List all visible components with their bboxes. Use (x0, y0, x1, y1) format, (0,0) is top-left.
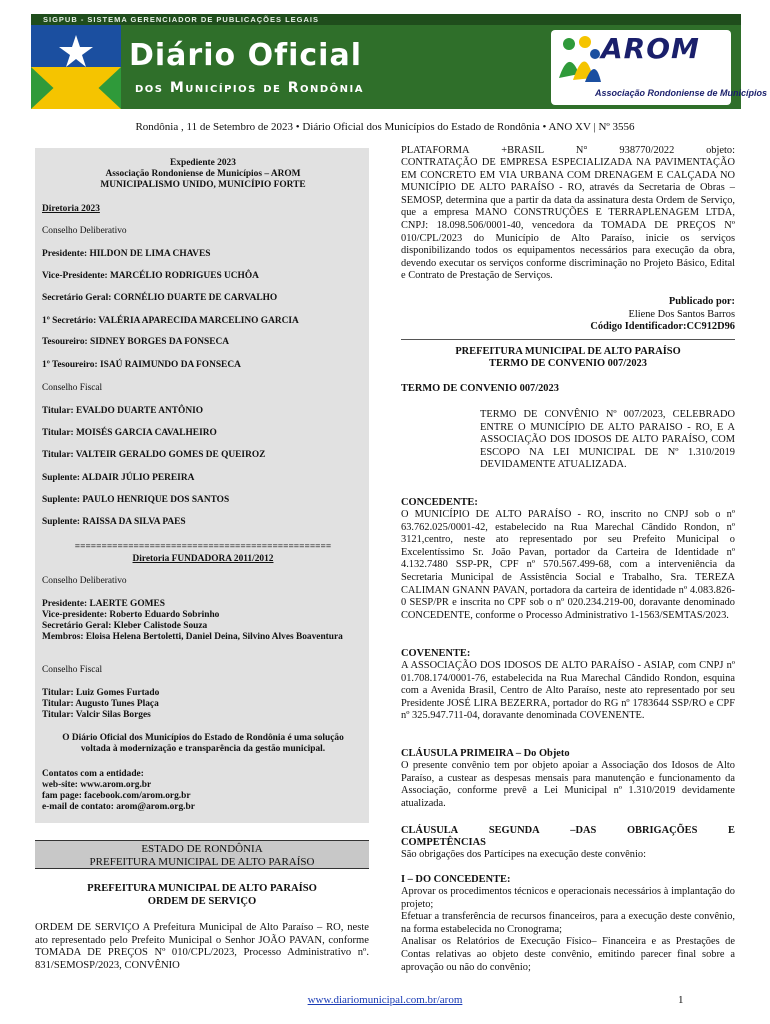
primeiro-secretario: 1º Secretário: VALÉRIA APARECIDA MARCELINO GARCIA (42, 316, 299, 326)
ordem-heading-2: ORDEM DE SERVIÇO (147, 896, 257, 907)
ordem-heading-1: PREFEITURA MUNICIPAL DE ALTO PARAÍSO (87, 883, 317, 894)
contatos-heading: Contatos com a entidade: (42, 769, 144, 779)
arom-people-logo-icon (555, 34, 603, 86)
plataforma-word: 938770/2022 (619, 145, 675, 156)
publicado-nome: Eliene Dos Santos Barros (628, 309, 735, 320)
fundadora-vice: Vice-presidente: Roberto Eduardo Sobrinho (42, 610, 220, 620)
pref-heading-1: PREFEITURA MUNICIPAL DE ALTO PARAÍSO (455, 346, 681, 357)
contato-email[interactable]: e-mail de contato: arom@arom.org.br (42, 802, 195, 812)
expediente-assoc: Associação Rondoniense de Municípios – AROM (105, 169, 301, 179)
solucao-text: O Diário Oficial dos Municípios do Estado de Rondônia é uma solução voltada à modernização e transparência da gestão municipal. (62, 733, 344, 755)
termo-title: TERMO DE CONVENIO 007/2023 (401, 383, 559, 394)
ordem-body: ORDEM DE SERVIÇO A Prefeitura Municipal de Alto Paraíso – RO, neste ato representado pelo Prefeito Municipal o Senhor JOÃO PAVAN, conforme TOMADA DE PREÇOS Nº 010/CPL/2023, Processo Administrativo nº. 831/SEMOSP/2023, CONVÊNIO (35, 922, 369, 971)
plataforma-word: PLATAFORMA (401, 145, 470, 156)
issue-line: Rondônia , 11 de Setembro de 2023 • Diário Oficial dos Municípios do Estado de Rondônia • ANO XV | Nº 3556 (135, 121, 635, 133)
concedente-label: CONCEDENTE: (401, 497, 478, 508)
diretoria-heading: Diretoria 2023 (42, 204, 100, 214)
contato-website[interactable]: web-site: www.arom.org.br (42, 780, 152, 790)
list-item: Efetuar a transferência de recursos financeiros, para a execução deste convênio, na forma estabelecida no Cronograma; (401, 911, 735, 935)
fundadora-membros: Membros: Eloisa Helena Bertoletti, Daniel Deina, Silvino Alves Boaventura (42, 632, 343, 642)
secretario-geral: Secretário Geral: CORNÉLIO DUARTE DE CARVALHO (42, 293, 278, 303)
conselho-fiscal-2-label: Conselho Fiscal (42, 665, 103, 675)
covenente-label: COVENENTE: (401, 648, 471, 659)
clausula-2-title-line2: COMPETÊNCIAS (401, 837, 486, 848)
clausula-2-title (401, 825, 735, 838)
expediente-motto: MUNICIPALISMO UNIDO, MUNICÍPIO FORTE (100, 180, 306, 190)
estado-line-1: ESTADO DE RONDÔNIA (141, 843, 263, 855)
clausula-1-title: CLÁUSULA PRIMEIRA – Do Objeto (401, 748, 570, 759)
concedente-text: O MUNICÍPIO DE ALTO PARAÍSO - RO, inscrito no CNPJ sob o nº 63.762.025/0001-42, estabelecido na Rua Marechal Cândido Rondon, nº 3121,centro, neste ato representado por seu Prefeito Municipal o Excelentíssimo Sr. João Pavan, portador da Carteira de Identidade nº 4.132.7480 SSP-PR, CPF nº 570.567.499-68, com a interveniência da Secretaria Municipal de Assistência Social e Trabalho, Sra. TEREZA CALIMAN GNANN PAVAN, portadora da carteira de identidade nº 4.083.826-0 SESP/PR e inscrita no CPF sob o nº 020.234.219-00, doravante denominado CONCEDENTE, conforme o Processo Administrativo 1-1563/SEMTAS/2023. (401, 509, 735, 621)
suplente-1: Suplente: ALDAIR JÚLIO PEREIRA (42, 473, 195, 483)
list-item: Analisar os Relatórios de Execução Físico– Financeira e as Prestações de Contas relativas ao objeto deste convênio, emitindo parecer final sobre a aprovação ou não do convênio; (401, 936, 735, 973)
plataforma-word: N° (575, 145, 588, 156)
vice-presidente: Vice-Presidente: MARCÉLIO RODRIGUES UCHÔA (42, 271, 259, 281)
fundadora-titular-3: Titular: Valcir Silas Borges (42, 710, 151, 720)
expediente-title: Expediente 2023 (170, 158, 236, 168)
suplente-2: Suplente: PAULO HENRIQUE DOS SANTOS (42, 495, 230, 505)
pref-heading-2: TERMO DE CONVENIO 007/2023 (489, 358, 647, 369)
titular-3: Titular: VALTEIR GERALDO GOMES DE QUEIROZ (42, 450, 266, 460)
suplente-3: Suplente: RAISSA DA SILVA PAES (42, 517, 186, 527)
fundadora-heading: Diretoria FUNDADORA 2011/2012 (132, 554, 274, 564)
contratacao-text: CONTRATAÇÃO DE EMPRESA ESPECIALIZADA NA PAVIMENTAÇÃO EM CONCRETO EM VIA URBANA COM DRENAGEM E CALÇADA NO MUNICÍPIO DE ALTO PARAÍSO (401, 157, 735, 194)
arom-subtitle: Associação Rondoniense de Municípios (595, 88, 768, 98)
publicado-por-label: Publicado por: (668, 296, 735, 307)
conselho-deliberativo-label: Conselho Deliberativo (42, 226, 127, 236)
plataforma-word: +BRASIL (501, 145, 545, 156)
ordem-continuation (401, 157, 735, 283)
primeiro-tesoureiro: 1º Tesoureiro: ISAÚ RAIMUNDO DA FONSECA (42, 360, 241, 370)
covenente-text: A ASSOCIAÇÃO DOS IDOSOS DE ALTO PARAÍSO - ASIAP, com CNPJ nº 01.708.174/0001-76, estabelecida na Rua Marechal Cândido Rondon, esquina com a Avenida Brasil, Centro de Alto Paraíso, neste ato representado por seu Presidente JOSÉ LIRA BEZERRA, portador do RG nº 1783644 SSP/RO e CPF nº 325.947.711-04, doravante denominada COVENENTE. (401, 660, 735, 722)
arom-logo-box (551, 30, 768, 105)
contratacao-rest: - RO, através da Secretaria de Obras – SEMOSP, determina que a partir da data da assinatura desta Ordem de Serviço, que a empresa MANO CONSTRUÇÕES E TERRAPLENAGEM LTDA, CNPJ: 18.098.506/0001-40, vencedora da TOMADA DE PREÇOS Nº 010/CPL/2023 do Município de Alto Paraíso, inicie os serviços disponibilizando todos os equipamentos necessários para execução da obra, devendo executar os serviços conforme discriminação no Projeto Básico, Edital e Contrato de Prestação de Serviços. (401, 182, 735, 282)
masthead-banner (31, 14, 768, 109)
page-number: 1 (678, 994, 684, 1006)
clausula-2-word: OBRIGAÇÕES (626, 825, 698, 836)
plataforma-word: objeto: (706, 145, 735, 156)
concedente-obrigacoes-title: I – DO CONCEDENTE: (401, 874, 511, 885)
termo-intro: TERMO DE CONVÊNIO Nº 007/2023, CELEBRADO ENTRE O MUNICÍPIO DE ALTO PARAISO - RO, E A ASSOCIAÇÃO DOS IDOSOS DE ALTO PARAÍSO, COM ESCOPO NA LEI MUNICIPAL DE Nº 1.310/2019 DEVIDAMENTE ATUALIZADA. (480, 409, 735, 471)
clausula-2-word: –DAS (570, 825, 597, 836)
tesoureiro: Tesoureiro: SIDNEY BORGES DA FONSECA (42, 337, 230, 347)
titular-2: Titular: MOISÉS GARCIA CAVALHEIRO (42, 428, 217, 438)
clausula-2-text: São obrigações dos Partícipes na execução deste convênio: (401, 849, 646, 860)
plataforma-line (401, 145, 735, 158)
footer-link[interactable]: www.diariomunicipal.com.br/arom (307, 994, 463, 1006)
clausula-2-word: SEGUNDA (488, 825, 540, 836)
fundadora-titular-1: Titular: Luiz Gomes Furtado (42, 688, 160, 698)
contato-fanpage[interactable]: fam page: facebook.com/arom.org.br (42, 791, 191, 801)
fundadora-titular-2: Titular: Augusto Tunes Plaça (42, 699, 159, 709)
newspaper-title: Diário Oficial (129, 38, 362, 73)
system-name: SIGPUB - SISTEMA GERENCIADOR DE PUBLICAÇÕES LEGAIS (31, 14, 741, 25)
fundadora-presidente: Presidente: LAERTE GOMES (42, 599, 165, 609)
separator: ================================================ (74, 542, 332, 552)
arom-wordmark: AROM (601, 32, 700, 65)
clausula-1-text: O presente convênio tem por objeto apoiar a Associação dos Idosos de Alto Paraíso, a custear as despesas mensais para manutenção e funcionamento da Associação, conforme prevê a Lei Municipal nº 1.310/2019 devidamente atualizada. (401, 760, 735, 809)
clausula-2-word: CLÁUSULA (401, 825, 459, 836)
fundadora-secretario: Secretário Geral: Kleber Calistode Souza (42, 621, 208, 631)
section-divider (401, 339, 735, 340)
rondonia-flag-icon (31, 25, 121, 109)
codigo-identificador: Código Identificador:CC912D96 (590, 321, 735, 332)
conselho-fiscal-label: Conselho Fiscal (42, 383, 103, 393)
estado-box (35, 840, 369, 869)
titular-1: Titular: EVALDO DUARTE ANTÔNIO (42, 406, 204, 416)
presidente: Presidente: HILDON DE LIMA CHAVES (42, 249, 211, 259)
estado-line-2: PREFEITURA MUNICIPAL DE ALTO PARAÍSO (89, 856, 315, 868)
clausula-2-word: E (728, 825, 735, 836)
newspaper-subtitle: dos Municípios de Rondônia (135, 80, 364, 96)
list-item: Aprovar os procedimentos técnicos e operacionais necessários à implantação do projeto; (401, 886, 735, 910)
conselho-deliberativo-2-label: Conselho Deliberativo (42, 576, 127, 586)
concedente-obrigacoes-list (401, 886, 735, 974)
